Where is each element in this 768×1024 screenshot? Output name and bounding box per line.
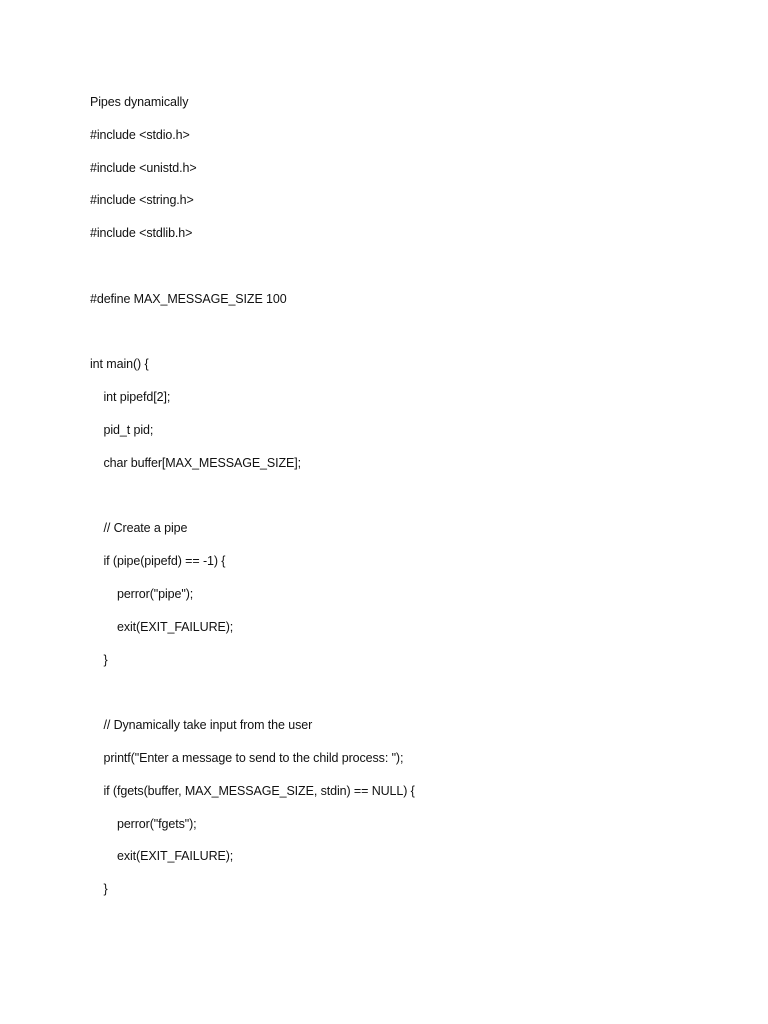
code-line: if (pipe(pipefd) == -1) {: [90, 554, 226, 569]
blank-line: [90, 486, 710, 519]
code-line: #include <string.h>: [90, 193, 194, 208]
code-line: }: [90, 882, 108, 897]
code-line: int main() {: [90, 357, 149, 372]
code-line: exit(EXIT_FAILURE);: [90, 849, 234, 864]
code-line: if (fgets(buffer, MAX_MESSAGE_SIZE, stdin) == NULL) {: [90, 783, 415, 798]
code-line: #include <stdlib.h>: [90, 226, 193, 241]
code-line: printf("Enter a message to send to the child process: ");: [90, 750, 404, 765]
doc-title: Pipes dynamically: [90, 95, 189, 109]
code-line: #include <unistd.h>: [90, 160, 197, 175]
code-line: perror("pipe");: [90, 586, 194, 601]
code-comment: // Dynamically take input from the user: [90, 718, 313, 733]
code-line: pid_t pid;: [90, 422, 154, 437]
blank-line: [90, 682, 710, 715]
code-line: #define MAX_MESSAGE_SIZE 100: [90, 291, 287, 306]
blank-line: [90, 256, 710, 289]
code-comment: // Create a pipe: [90, 521, 188, 536]
code-line: int pipefd[2];: [90, 390, 171, 405]
code-line: exit(EXIT_FAILURE);: [90, 619, 234, 634]
code-line: perror("fgets");: [90, 816, 197, 831]
code-line: char buffer[MAX_MESSAGE_SIZE];: [90, 455, 302, 470]
document-body: [90, 92, 710, 912]
code-line: #include <stdio.h>: [90, 127, 190, 142]
blank-line: [90, 322, 710, 355]
code-line: }: [90, 652, 108, 667]
